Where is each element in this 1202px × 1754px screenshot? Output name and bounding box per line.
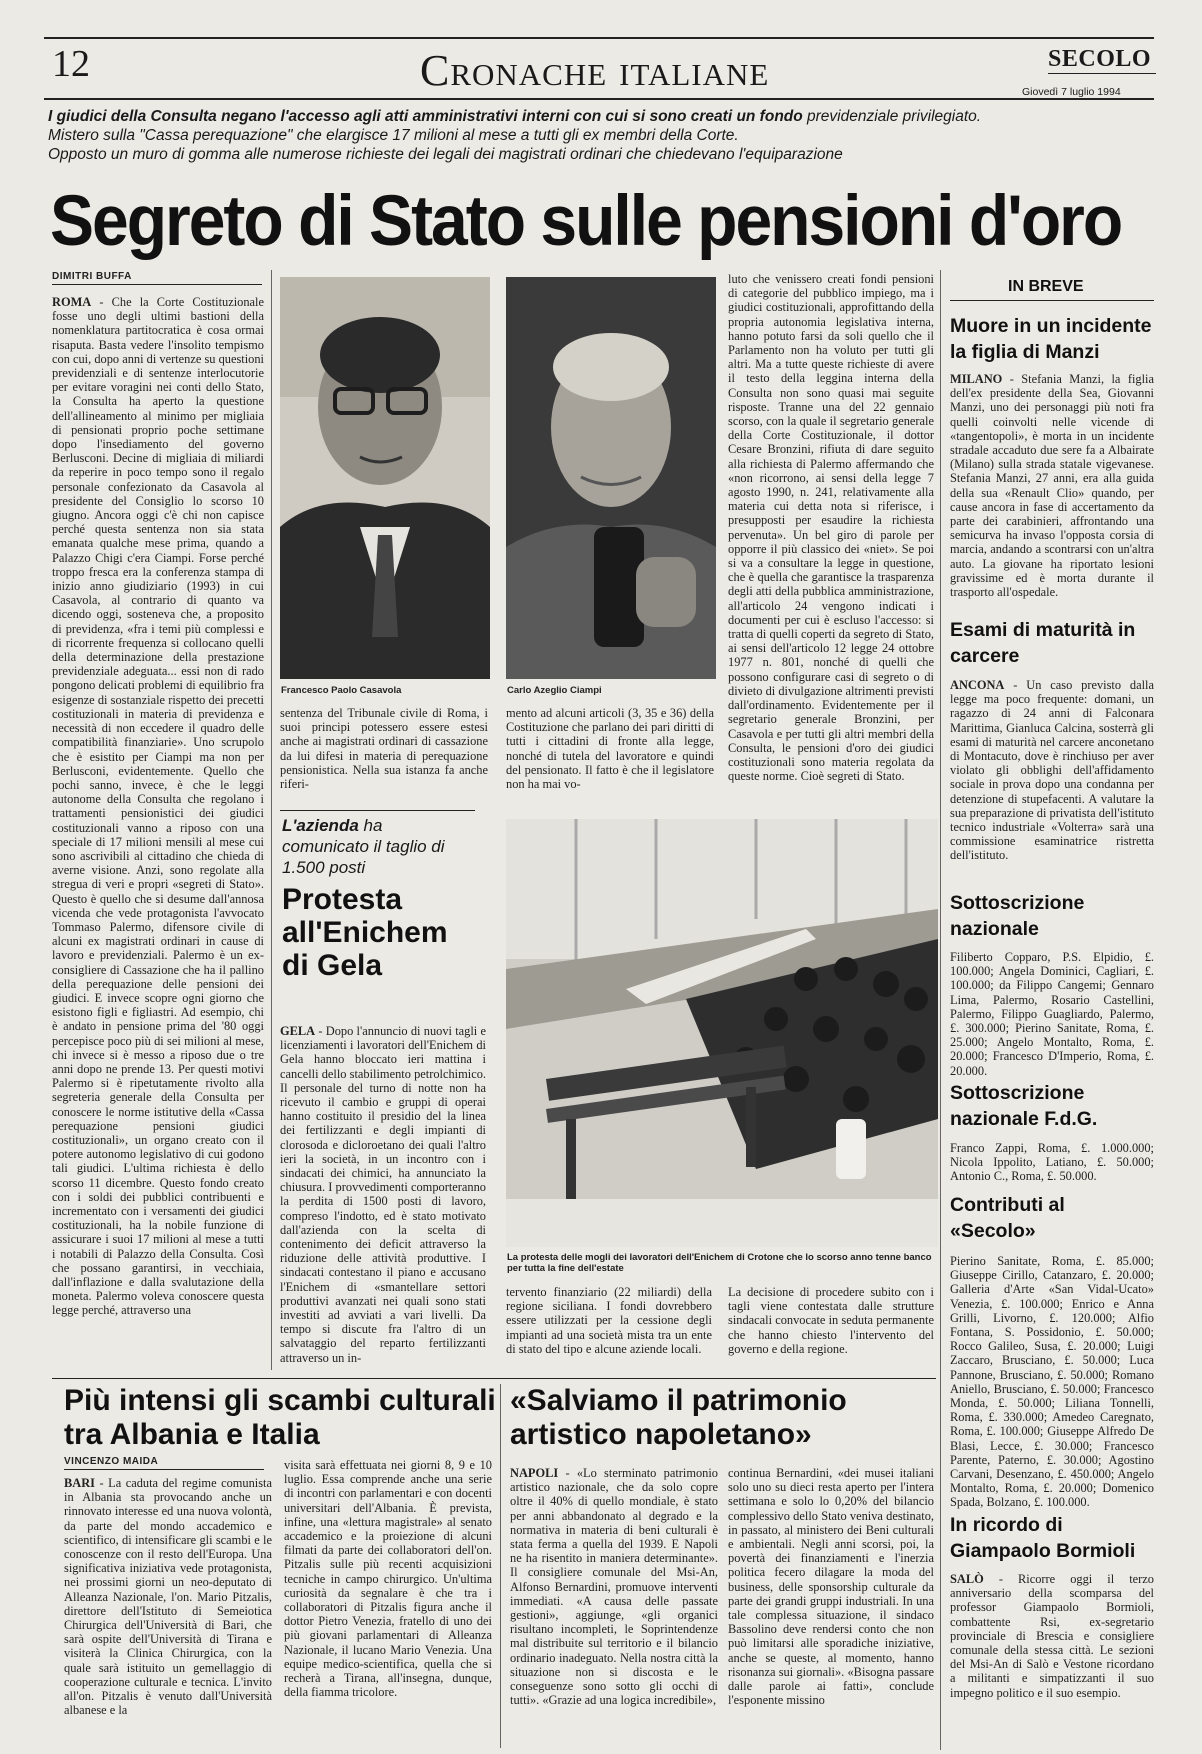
kicker-line-1: I giudici della Consulta negano l'accesso agli atti amministrativi interni con cui si sono creati un fondo previdenziale privilegiato. <box>48 108 982 125</box>
issue-date: Giovedì 7 luglio 1994 <box>1022 86 1121 98</box>
column-divider <box>271 270 272 1370</box>
enichem-kicker: L'azienda ha comunicato il taglio di 1.500 posti <box>282 816 445 877</box>
breve-2-headline: Esami di maturità in carcere <box>950 619 1136 667</box>
enichem-col-1: GELA - Dopo l'annuncio di nuovi tagli e licenziamenti i lavoratori dell'Enichem di Gela hanno bloccato ieri mattina i cancelli dello stabilimento petrolchimico. Il personale del turno di notte non ha ricevuto il cambio e gruppi di operai hanno costituito il presidio del la linea dei fertilizzanti e degli impianti di clorosoda e dicloroetano dei quali l'altro ieri la società, in un incontro con i sindacati dei chimici, ha annunciato la chiusura. I provvedimenti comporteranno la perdita di 1500 posti di lavoro, compreso l'indotto, ed è stato motivato dall'azienda con la scelta di contenimento dei deficit attraverso la riduzione delle attività produttive. I sindacati contestano il piano e accusano l'Enichem di «smantellare settori produttivi avanzati nei quali sono stati investiti ad avviati a vari livelli. Da tempo si discute fra l'altro di un salvataggio del reparto fertilizzanti attraverso un in- <box>280 1024 486 1365</box>
photo-casavola-caption: Francesco Paolo Casavola <box>281 685 402 696</box>
bottom-stories-rule <box>52 1378 936 1379</box>
breve-5-headline: Contributi al «Secolo» <box>950 1194 1065 1242</box>
logo-underline <box>1048 73 1156 74</box>
albania-headline: Più intensi gli scambi culturali tra Albania e Italia <box>64 1384 496 1451</box>
photo-enichem-protest <box>506 819 938 1247</box>
breve-5-text: Pierino Sanitate, Roma, £. 85.000; Giuseppe Cirillo, Catanzaro, £. 20.000; Galleria d'Arte «San Vidal-Ucato» Venezia, £. 100.000; Enrico e Anna Grilli, Livorno, £. 120.000; Alfio Fontana, S. Possidonio, £. 50.000; Rocco Galileo, Susa, £. 20.000; Luigi Zaccaro, Brusciano, £. 50.000; Luca Pannone, Brusciano, £. 50.000; Romano Aniello, Brusciano, £. 50.000; Francesco Monda, £. 50.000; Liliana Tonnelli, Roma, £. 330.000; Amedeo Caregnato, Roma, £. 100.000; Giuseppe Alfredo De Blasi, Lecce, £. 30.000; Francesco Parente, Paterno, £. 30.000; Agostino Carvani, Desenzano, £. 450.000; Angelo Montalto, Roma, £. 20.000; Domenico Spada, Bolzano, £. 100.000. <box>950 1254 1154 1510</box>
byline-rule <box>52 284 262 285</box>
breve-1-text: MILANO - Stefania Manzi, la figlia dell'ex presidente della Sea, Giovanni Manzi, uno dei personaggi più noti fra quelli coinvolti nelle vicende di «tangentopoli», è morta in un incidente stradale accaduto due sere fa a Albairate (Milano) sulla strada statale vigevanese. Stefania Manzi, 27 anni, era alla guida della sua «Renault Clio» quando, per cause ancora in fase di accertamento da parte dei carabinieri, affrontando una semicurva ha invaso l'opposta corsia di marcia, andando a scontrarsi con un'altra auto. La giovane ha riportato lesioni gravissime ed è morta durante il trasporto all'ospedale. <box>950 372 1154 600</box>
breve-3-text: Filiberto Copparo, P.S. Elpidio, £. 100.000; Angela Dominici, Cagliari, £. 100.000; da Filippo Cangemi; Gennaro Lima, Palermo, Rosario Castellini, Palermo, Filippo Guagliardo, Palermo, £. 300.000; Pierino Sanitate, Roma, £. 25.000; Angelo Montalto, Roma, £. 20.000; Francesco D'Imperio, Roma, £. 20.000. <box>950 950 1154 1078</box>
breve-6-headline: In ricordo di Giampaolo Bormioli <box>950 1514 1136 1562</box>
photo-ciampi-caption: Carlo Azeglio Ciampi <box>507 685 602 696</box>
napoli-col-2: continua Bernardini, «dei musei italiani solo uno su dieci resta aperto per l'intera settimana e solo lo 0,20% del bilancio complessivo dello Stato veniva destinato, in passato, al ministero dei Beni culturali e ambientali. Negli anni scorsi, poi, la povertà dei finanziamenti e l'inerzia politica fecero dilagare la moda del business, delle sponsorship culturale da parte dei grandi gruppi industriali. In una tale complessa situazione, il sindaco Bassolino deve rendersi conto che non può limitarsi alle sporadiche iniziative, anche se queste, al momento, hanno risonanza sui giornali». «Bisogna passare dalle parole ai fatti», conclude l'esponente missino <box>728 1466 934 1708</box>
casavola-portrait <box>280 277 490 679</box>
sidebar-divider <box>940 270 941 1750</box>
breve-2-text: ANCONA - Un caso previsto dalla legge ma poco frequente: domani, un ragazzo di 24 anni di Falconara Marittima, Gianluca Calcina, sosterrà gli esami di maturità nel carcere anconetano di Montacuto, dove è rinchiuso per aver violato gli obblighi dell'affidamento sociale in prova dopo una condanna per detenzione di stupefacenti. A valutare la sua preparazione di privatista dell'istituto tecnico industriale «Volterra» sarà una commissione esaminatrice ristretta dell'istituto. <box>950 678 1154 863</box>
albania-col-1: BARI - La caduta del regime comunista in Albania sta provocando anche un rinnovato interesse ed una nuova volontà, da parte del mondo accademico e scientifico, di intensificare gli scambi e le conoscenze con il resto dell'Europa. Una significativa iniziativa vede protagonista, nei prossimi giorni un neo-deputato di Alleanza Nazionale, l'on. Mario Pitzalis, direttore dell'Istituto di Semeiotica Chirurgica dell'Università di Bari, che sarà ospite dell'Università di Tirana e visiterà la Clinica Chirurgica, con la quale sarà istituito un gemellaggio di cooperazione culturale e tecnica. L'invito all'on. Pitzalis è venuto dall'Università albanese e la <box>64 1476 273 1718</box>
photo-casavola <box>280 277 490 679</box>
section-title: Cronache italiane <box>420 46 770 95</box>
albania-byline: VINCENZO MAIDA <box>64 1456 159 1467</box>
enichem-col-2: tervento finanziario (22 miliardi) della regione siciliana. I fondi dovrebbero essere utilizzati per la cessione degli impianti ad una società mista tra un ente di stato del tipo e alcune aziende locali. <box>506 1285 712 1356</box>
main-story-col-2: sentenza del Tribunale civile di Roma, i suoi principi potessero essere estesi anche ai magistrati ordinari di cassazione da lui difesi in materia di perequazione pensionistica. Nella sua istanza fa anche riferi- <box>280 706 488 792</box>
kicker <box>48 107 1158 164</box>
protest-photo <box>506 819 938 1247</box>
enichem-headline: Protesta all'Enichem di Gela <box>282 883 448 982</box>
ciampi-portrait <box>506 277 716 679</box>
albania-col-2: visita sarà effettuata nei giorni 8, 9 e 10 luglio. Essa comprende anche una serie di incontri con parlamentari e con docenti universitari dell'Albania. È prevista, infine, una «lettura magistrale» al senato accademico e la proiezione di alcuni filmati da parte dei collaboratori dell'on. Pitzalis sulle più recenti acquisizioni tecniche in campo chirurgico. Un'ultima curiosità da segnalare è che tra i collaboratori di Pitzalis figura anche il dottor Pietro Venezia, fratello di uno dei più giovani parlamentari di Alleanza Nazionale, il lucano Mario Venezia. Una equipe medico-scientifica, quella che si recherà a Tirana, all'insegna, dunque, della fiamma tricolore. <box>284 1458 492 1700</box>
main-story-col-1: ROMA - Che la Corte Costituzionale fosse uno degli ultimi bastioni della nomenklatura partitocratica è cosa ormai risaputa. Basta vedere l'insolito tempismo con cui, dopo anni di vertenze su questioni previdenziali e di sentenze interlocutorie per evitare voragini nei conti dello Stato, la Consulta ha aperto la questione dell'allineamento al minimo per migliaia di pensionati proprio poche settimane dopo l'insediamento del governo Berlusconi. Decine di migliaia di miliardi da reperire in poco tempo sono il regalo personale confezionato da Casavola al presidente del Consiglio lo scorso 10 giugno. Ancora oggi c'è chi non capisce perché questa sentenza non sia stata emanata qualche mese prima, quando a Palazzo Chigi c'era Ciampi. Forse perché troppo fresca era la conferenza stampa di inizio anno giudiziario (1993) in cui Casavola, al contrario di quanto va dicendo oggi, sosteneva che, a proposito di previdenza, «fra i temi più complessi e di ricorrente frequenza si collocano quelli della determinazione della prestazione previdenziale adeguata... essi non di rado pongono delicati problemi di equilibrio fra esigenze di sostanziale rispetto dei precetti costituzionali in materia di previdenza e necessità di non eccedere il quadro delle compatibilità finanziarie». Uno scrupolo che è esistito per Ciampi ma non per Berlusconi, evidentemente. Quello che pochi sanno, invece, è che le leggi autonome della Consulta che regolano i trattamenti pensionistici dei giudici costituzionali vanno a riposo con una speciale di 17 milioni mensili al mese cui sono ascrivibili al cittadino che chieda di averne visione. Anzi, sono regolate alla stregua di veri e propri «segreti di Stato». Questo è quello che si desume dall'annosa vicenda che vede protagonista l'avvocato Tommaso Palermo, difensore civile di alcuni ex magistrati ordinari in cause di lavoro e previdenziali. Palermo è un ex-consigliere di Cassazione che ha il pallino della perequazione delle pensioni dei giudici. E invece scopre ogni giorno che esistono figli e figliastri. Ad esempio, chi è andato in pensione prima del '80 oggi percepisce poco più di sei milioni al mese, chi invece si è messo a riposo due o tre anni dopo ne prende 13. Per questi motivi Palermo si è ripetutamente rivolto alla segreteria generale della Consulta per conoscere le norme istitutive della «Cassa perequazione pensioni giudici costituzionali», un organo creato con il potere autonomo legislativo di cui godono tali giudici. L'ultima richiesta è dello scorso 11 dicembre. Questo fondo creato con i soldi dei pubblici contribuenti e incrementato con i versamenti dei giudici costituzionali, ha la nobile funzione di assicurare i suoi 17 milioni al mese a tutti i notabili di Palazzo della Consulta. Così che possano garantirsi, in vecchiaia, dall'inflazione e dalla svalutazione della moneta. Palermo voleva conoscere questa legge perché, attraverso una <box>52 295 264 1318</box>
breve-1-headline: Muore in un incidente la figlia di Manzi <box>950 315 1152 363</box>
napoli-col-1: NAPOLI - «Lo sterminato patrimonio artistico nazionale, che da solo copre oltre il 40% di quello mondiale, è stato per anni abbandonato al degrado e la normativa in materia di beni culturali è stata ferma a quella del 1939. E Napoli ne ha risentito in maniera determinante». Il consigliere comunale del Msi-An, Alfonso Bernardini, promuove interventi immediati. «A causa delle passate gestioni», aggiunge, «gli organici risultano incompleti, le Soprintendenze mal distribuite sul territorio e il bilancio ordinario inadeguato. Nella nostra città la situazione non si discosta e le conseguenze sono sotto gli occhi di tutti». «Grazie ad una logica incredibile», <box>510 1466 718 1708</box>
breve-3-headline: Sottoscrizione nazionale <box>950 892 1085 940</box>
kicker-line-3: Opposto un muro di gomma alle numerose richieste dei legali dei magistrati ordinari che chiedevano l'equiparazione <box>48 146 843 163</box>
breve-4-text: Franco Zappi, Roma, £. 1.000.000; Nicola Ippolito, Latiano, £. 50.000; Antonio C., Roma, £. 50.000. <box>950 1141 1154 1184</box>
photo-ciampi <box>506 277 716 679</box>
main-story-col-3: mento ad alcuni articoli (3, 35 e 36) della Costituzione che parlano dei pari diritti di tutti i cittadini di fronte alla legge, nonché di tutela del lavoratore e quindi del pensionato. Il fatto è che il legislatore non ha mai vo- <box>506 706 714 792</box>
masthead-rule <box>44 98 1154 100</box>
bottom-divider <box>500 1384 501 1748</box>
breve-4-headline: Sottoscrizione nazionale F.d.G. <box>950 1082 1098 1130</box>
main-headline: Segreto di Stato sulle pensioni d'oro <box>50 180 1122 261</box>
in-breve-label: IN BREVE <box>1008 278 1084 295</box>
breve-6-text: SALÒ - Ricorre oggi il terzo anniversario della scomparsa del professor Giampaolo Bormioli, combattente Rsi, ex-segretario provinciale di Brescia e consigliere comunale della stessa città. Le sezioni del Msi-An di Salò e Vestone ricordano a militanti e simpatizzanti il suo impegno politico e il suo esempio. <box>950 1572 1154 1700</box>
main-byline: DIMITRI BUFFA <box>52 271 132 282</box>
napoli-headline: «Salviamo il patrimonio artistico napoletano» <box>510 1384 847 1451</box>
enichem-photo-caption: La protesta delle mogli dei lavoratori dell'Enichem di Crotone che lo scorso anno tenne banco per tutta la fine dell'estate <box>507 1252 932 1274</box>
enichem-top-rule <box>280 810 475 811</box>
kicker-line-2: Mistero sulla "Cassa perequazione" che elargisce 17 milioni al mese a tutti gli ex membri della Corte. <box>48 127 739 144</box>
page-number: 12 <box>52 43 90 85</box>
albania-byline-rule <box>64 1469 264 1470</box>
main-story-col-4: luto che venissero creati fondi pensioni di categorie del pubblico impiego, ma i giudici costituzionali, approfittando della propria autonomia legislativa interna, hanno potuto farsi da soli quello che il Parlamento non ha voluto per tutti gli altri. Ma a tutte queste richieste di avere il testo della leggina interna della Consulta non sono quasi mai seguite risposte. Tranne una del 22 gennaio scorso, con la quale il segretario generale della Corte Costituzionale, il dottor Cesare Bronzini, rifiuta di dare seguito alla richiesta di Palermo affermando che «non ricorrono, ai sensi della legge 7 agosto 1990, n. 241, relativamente alla materia cui detta nota si riferisce, i presupposti per esaudire la richiesta pervenuta». Un bel giro di parole per opporre il più classico dei «niet». Se poi si va a consultare la legge in questione, che è quella che garantisce la trasparenza degli atti della pubblica amministrazione, all'articolo 24 vengono indicati i documenti per cui è escluso l'accesso: si tratta di quelli coperti da segreto di Stato, ai sensi dell'articolo 12 legge 24 ottobre 1977 n. 801, nonché di quelli che possono configurare casi di segreto o di divieto di divulgazione altrimenti previsti dall'ordinamento. Evidentemente per il segretario generale Bronzini, per Casavola e per tutti gli altri membri della Consulta, le pensioni d'oro dei giudici costituzionali sono materia regolata da queste norme. Cioè segreti di Stato. <box>728 272 934 784</box>
top-rule <box>44 37 1154 39</box>
enichem-col-3: La decisione di procedere subito con i tagli viene contestata dalle strutture sindacali convocate in seduta permanente che hanno chiesto l'intervento del governo e della regione. <box>728 1285 934 1356</box>
paper-logo: SECOLO <box>1048 46 1152 72</box>
in-breve-rule <box>950 300 1154 301</box>
